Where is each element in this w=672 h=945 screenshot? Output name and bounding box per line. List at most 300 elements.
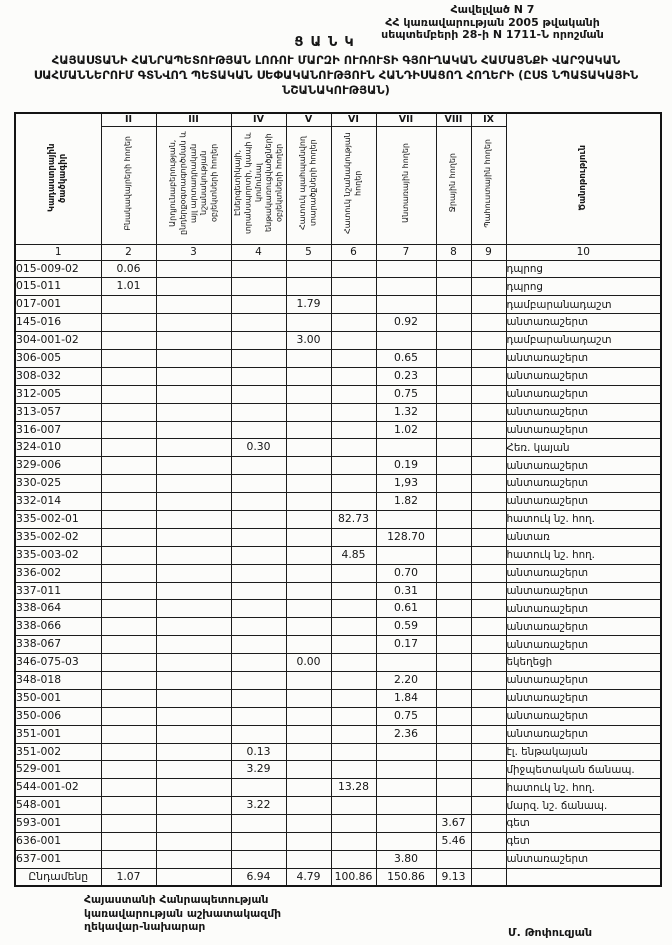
value-cell xyxy=(471,510,506,528)
value-cell xyxy=(156,278,231,296)
value-cell xyxy=(436,296,471,314)
value-cell xyxy=(286,421,331,439)
value-cell xyxy=(331,421,376,439)
note-cell xyxy=(506,868,661,886)
table-row xyxy=(15,403,661,421)
value-cell xyxy=(376,761,436,779)
value-cell xyxy=(436,564,471,582)
value-cell xyxy=(471,654,506,672)
value-cell xyxy=(471,707,506,725)
value-cell xyxy=(436,779,471,797)
value-cell: 1.01 xyxy=(101,278,156,296)
value-cell xyxy=(436,850,471,868)
note-cell: Հեռ. կայան xyxy=(506,439,661,457)
table-row xyxy=(15,671,661,689)
value-cell xyxy=(101,367,156,385)
table-row xyxy=(15,850,661,868)
value-cell xyxy=(156,439,231,457)
value-cell xyxy=(331,671,376,689)
table-row xyxy=(15,833,661,851)
value-cell xyxy=(331,833,376,851)
column-header-cadastral-code-text: Կադաստրային ծածկագիր xyxy=(47,143,69,212)
decree-line-1: ՀՀ կառավարության 2005 թվականի xyxy=(385,15,600,29)
value-cell xyxy=(331,850,376,868)
value-cell xyxy=(156,421,231,439)
column-header-5 xyxy=(331,126,376,244)
value-cell xyxy=(286,314,331,332)
note-cell: անտառաշերտ xyxy=(506,349,661,367)
value-cell: 0.31 xyxy=(376,582,436,600)
column-header-1-text: Բնակավայրերի հողեր xyxy=(123,135,133,231)
value-cell xyxy=(286,815,331,833)
value-cell xyxy=(156,457,231,475)
value-cell xyxy=(331,636,376,654)
value-cell xyxy=(436,314,471,332)
column-number-9: 9 xyxy=(471,244,506,260)
note-cell: անտառաշերտ xyxy=(506,671,661,689)
roman-numeral-VIII: VIII xyxy=(436,113,471,126)
value-cell xyxy=(231,833,286,851)
value-cell xyxy=(471,850,506,868)
note-cell: դպրոց xyxy=(506,278,661,296)
value-cell: 0.23 xyxy=(376,367,436,385)
roman-numeral-IX: IX xyxy=(471,113,506,126)
value-cell: 82.73 xyxy=(331,510,376,528)
value-cell xyxy=(471,260,506,278)
value-cell xyxy=(101,332,156,350)
code-cell: 338-067 xyxy=(15,636,101,654)
table-row xyxy=(15,278,661,296)
value-cell xyxy=(471,761,506,779)
value-cell xyxy=(471,278,506,296)
table-row xyxy=(15,457,661,475)
value-cell xyxy=(231,671,286,689)
value-cell xyxy=(156,493,231,511)
note-cell: անտառաշերտ xyxy=(506,493,661,511)
value-cell xyxy=(231,815,286,833)
value-cell xyxy=(286,761,331,779)
value-cell xyxy=(471,367,506,385)
code-cell: Ընդամենը xyxy=(15,868,101,886)
value-cell: 1,93 xyxy=(376,475,436,493)
value-cell xyxy=(376,546,436,564)
value-cell xyxy=(436,332,471,350)
value-cell xyxy=(286,743,331,761)
note-cell: անտառ xyxy=(506,528,661,546)
column-number-8: 8 xyxy=(436,244,471,260)
value-cell xyxy=(286,618,331,636)
value-cell xyxy=(231,654,286,672)
value-cell xyxy=(471,421,506,439)
value-cell xyxy=(231,296,286,314)
value-cell xyxy=(286,797,331,815)
value-cell xyxy=(286,385,331,403)
value-cell xyxy=(331,815,376,833)
value-cell xyxy=(101,743,156,761)
value-cell xyxy=(101,671,156,689)
value-cell: 0.70 xyxy=(376,564,436,582)
column-number-1: 1 xyxy=(15,244,101,260)
value-cell xyxy=(436,475,471,493)
value-cell xyxy=(286,528,331,546)
code-cell: 337-011 xyxy=(15,582,101,600)
value-cell: 1.07 xyxy=(101,868,156,886)
value-cell xyxy=(331,707,376,725)
value-cell xyxy=(331,314,376,332)
value-cell: 0.06 xyxy=(101,260,156,278)
value-cell: 0.19 xyxy=(376,457,436,475)
value-cell xyxy=(101,296,156,314)
value-cell: 0.75 xyxy=(376,385,436,403)
value-cell xyxy=(376,797,436,815)
table-row xyxy=(15,314,661,332)
table-row xyxy=(15,475,661,493)
signature-name: Մ. Թոփուզյան xyxy=(508,926,593,939)
value-cell xyxy=(286,833,331,851)
value-cell xyxy=(156,636,231,654)
column-header-4 xyxy=(286,126,331,244)
value-cell xyxy=(436,367,471,385)
value-cell xyxy=(231,528,286,546)
value-cell xyxy=(471,457,506,475)
value-cell xyxy=(331,618,376,636)
value-cell xyxy=(436,761,471,779)
value-cell xyxy=(436,671,471,689)
value-cell: 0.59 xyxy=(376,618,436,636)
value-cell xyxy=(471,671,506,689)
column-header-cadastral-code xyxy=(15,113,101,244)
value-cell xyxy=(156,546,231,564)
value-cell: 2.20 xyxy=(376,671,436,689)
value-cell xyxy=(156,475,231,493)
value-cell xyxy=(231,546,286,564)
decree-line-2: սեպտեմբերի 28-ի N 1711-Ն որոշման xyxy=(381,28,604,41)
roman-numeral-VI: VI xyxy=(331,113,376,126)
code-cell: 015-009-02 xyxy=(15,260,101,278)
value-cell xyxy=(436,618,471,636)
value-cell: 0.92 xyxy=(376,314,436,332)
note-cell: անտառաշերտ xyxy=(506,618,661,636)
value-cell xyxy=(331,296,376,314)
value-cell xyxy=(101,475,156,493)
value-cell xyxy=(471,833,506,851)
value-cell xyxy=(471,618,506,636)
value-cell xyxy=(331,349,376,367)
code-cell: 348-018 xyxy=(15,671,101,689)
code-cell: 324-010 xyxy=(15,439,101,457)
code-cell: 350-006 xyxy=(15,707,101,725)
column-number-6: 6 xyxy=(331,244,376,260)
table-body xyxy=(15,260,661,886)
column-number-5: 5 xyxy=(286,244,331,260)
value-cell: 1.84 xyxy=(376,689,436,707)
note-cell: հատուկ նշ. հող. xyxy=(506,779,661,797)
value-cell xyxy=(156,654,231,672)
value-cell: 0.13 xyxy=(231,743,286,761)
value-cell xyxy=(231,314,286,332)
value-cell xyxy=(331,367,376,385)
value-cell xyxy=(376,332,436,350)
code-cell: 636-001 xyxy=(15,833,101,851)
table-row xyxy=(15,546,661,564)
value-cell xyxy=(156,850,231,868)
value-cell xyxy=(156,510,231,528)
value-cell xyxy=(471,475,506,493)
value-cell: 0.65 xyxy=(376,349,436,367)
value-cell xyxy=(156,260,231,278)
value-cell xyxy=(471,528,506,546)
table-header xyxy=(15,113,661,260)
value-cell xyxy=(101,600,156,618)
value-cell xyxy=(286,457,331,475)
value-cell xyxy=(376,815,436,833)
value-cell xyxy=(471,600,506,618)
value-cell xyxy=(286,689,331,707)
value-cell xyxy=(286,850,331,868)
table-row xyxy=(15,797,661,815)
code-cell: 335-003-02 xyxy=(15,546,101,564)
value-cell xyxy=(376,278,436,296)
value-cell: 0.75 xyxy=(376,707,436,725)
table-row xyxy=(15,510,661,528)
value-cell xyxy=(286,510,331,528)
table-row xyxy=(15,636,661,654)
value-cell xyxy=(101,493,156,511)
list-heading: ՑԱՆԿ xyxy=(294,35,361,50)
value-cell xyxy=(436,600,471,618)
roman-numeral-row xyxy=(15,113,661,126)
value-cell xyxy=(156,833,231,851)
value-cell xyxy=(436,654,471,672)
column-header-2-text: Արդյունաբերության, ընդերքօգտագործման և այլ արտադրական նշանակության օբյեկտների հողեր xyxy=(167,131,219,235)
value-cell xyxy=(471,403,506,421)
value-cell xyxy=(156,743,231,761)
table-row xyxy=(15,743,661,761)
land-parcels-table xyxy=(14,112,662,887)
code-cell: 346-075-03 xyxy=(15,654,101,672)
column-header-8-text: Պահուստային հողեր xyxy=(483,138,493,228)
value-cell xyxy=(231,493,286,511)
value-cell xyxy=(436,546,471,564)
value-cell xyxy=(331,654,376,672)
table-row xyxy=(15,367,661,385)
value-cell xyxy=(286,367,331,385)
value-cell: 3.00 xyxy=(286,332,331,350)
value-cell: 9.13 xyxy=(436,868,471,886)
value-cell xyxy=(471,797,506,815)
note-cell: եկեղեցի xyxy=(506,654,661,672)
table-row xyxy=(15,600,661,618)
note-cell: անտառաշերտ xyxy=(506,367,661,385)
value-cell xyxy=(331,475,376,493)
value-cell xyxy=(471,582,506,600)
value-cell xyxy=(156,797,231,815)
column-number-7: 7 xyxy=(376,244,436,260)
value-cell xyxy=(101,833,156,851)
value-cell xyxy=(101,457,156,475)
value-cell xyxy=(376,743,436,761)
value-cell xyxy=(101,797,156,815)
value-cell xyxy=(286,439,331,457)
value-cell xyxy=(231,475,286,493)
value-cell xyxy=(471,332,506,350)
table-row xyxy=(15,528,661,546)
code-cell: 329-006 xyxy=(15,457,101,475)
value-cell: 2.36 xyxy=(376,725,436,743)
column-header-4-text: Հատուկ պահպանվող տարածքների հողեր xyxy=(298,136,318,230)
value-cell xyxy=(331,689,376,707)
value-cell xyxy=(331,564,376,582)
value-cell xyxy=(286,493,331,511)
value-cell xyxy=(101,403,156,421)
column-header-6 xyxy=(376,126,436,244)
value-cell xyxy=(231,385,286,403)
code-cell: 335-002-01 xyxy=(15,510,101,528)
value-cell xyxy=(286,600,331,618)
note-cell: անտառաշերտ xyxy=(506,403,661,421)
value-cell: 4.85 xyxy=(331,546,376,564)
code-cell: 544-001-02 xyxy=(15,779,101,797)
value-cell xyxy=(376,654,436,672)
note-cell: անտառաշերտ xyxy=(506,314,661,332)
value-cell xyxy=(231,618,286,636)
value-cell xyxy=(331,439,376,457)
column-number-10: 10 xyxy=(506,244,661,260)
code-cell: 312-005 xyxy=(15,385,101,403)
value-cell xyxy=(156,600,231,618)
value-cell xyxy=(101,636,156,654)
table-row xyxy=(15,707,661,725)
value-cell xyxy=(231,260,286,278)
value-cell xyxy=(286,475,331,493)
value-cell xyxy=(286,278,331,296)
code-cell: 316-007 xyxy=(15,421,101,439)
code-cell: 330-025 xyxy=(15,475,101,493)
value-cell xyxy=(156,314,231,332)
value-cell xyxy=(156,868,231,886)
value-cell xyxy=(331,493,376,511)
value-cell xyxy=(101,546,156,564)
note-cell: հատուկ նշ. հող. xyxy=(506,510,661,528)
value-cell: 0.61 xyxy=(376,600,436,618)
value-cell xyxy=(436,457,471,475)
value-cell xyxy=(101,439,156,457)
value-cell xyxy=(471,636,506,654)
value-cell xyxy=(156,671,231,689)
note-cell: անտառաշերտ xyxy=(506,421,661,439)
value-cell xyxy=(231,582,286,600)
value-cell xyxy=(101,761,156,779)
value-cell xyxy=(231,421,286,439)
code-cell: 304-001-02 xyxy=(15,332,101,350)
value-cell xyxy=(231,349,286,367)
value-cell xyxy=(436,689,471,707)
value-cell xyxy=(286,671,331,689)
value-cell: 150.86 xyxy=(376,868,436,886)
org-line-1: Հայաստանի Հանրապետության xyxy=(84,893,269,906)
value-cell xyxy=(156,582,231,600)
code-cell: 332-014 xyxy=(15,493,101,511)
roman-numeral-VII: VII xyxy=(376,113,436,126)
value-cell xyxy=(286,707,331,725)
code-cell: 351-002 xyxy=(15,743,101,761)
value-cell xyxy=(331,528,376,546)
value-cell xyxy=(376,260,436,278)
note-cell: անտառաշերտ xyxy=(506,725,661,743)
value-cell xyxy=(156,564,231,582)
table-row xyxy=(15,618,661,636)
code-cell: 017-001 xyxy=(15,296,101,314)
value-cell xyxy=(101,618,156,636)
value-cell xyxy=(101,510,156,528)
table-row xyxy=(15,349,661,367)
table-row xyxy=(15,332,661,350)
value-cell xyxy=(286,779,331,797)
value-cell xyxy=(231,510,286,528)
code-cell: 306-005 xyxy=(15,349,101,367)
value-cell: 1.02 xyxy=(376,421,436,439)
code-cell: 335-002-02 xyxy=(15,528,101,546)
table-row xyxy=(15,296,661,314)
value-cell xyxy=(376,439,436,457)
value-cell xyxy=(156,725,231,743)
value-cell xyxy=(231,403,286,421)
code-cell: 313-057 xyxy=(15,403,101,421)
value-cell: 1.79 xyxy=(286,296,331,314)
value-cell xyxy=(436,278,471,296)
column-number-row xyxy=(15,244,661,260)
value-cell xyxy=(471,868,506,886)
value-cell xyxy=(436,707,471,725)
value-cell xyxy=(156,707,231,725)
roman-numeral-III: III xyxy=(156,113,231,126)
value-cell xyxy=(436,421,471,439)
code-cell: 308-032 xyxy=(15,367,101,385)
table-row xyxy=(15,689,661,707)
value-cell xyxy=(471,546,506,564)
table-row xyxy=(15,654,661,672)
table-row xyxy=(15,582,661,600)
value-cell xyxy=(471,743,506,761)
value-cell xyxy=(331,797,376,815)
value-cell xyxy=(471,779,506,797)
value-cell xyxy=(156,815,231,833)
value-cell xyxy=(231,707,286,725)
column-header-6-text: Անտառային հողեր xyxy=(400,143,410,223)
value-cell xyxy=(436,349,471,367)
note-cell: անտառաշերտ xyxy=(506,636,661,654)
value-cell xyxy=(231,850,286,868)
table-row xyxy=(15,439,661,457)
value-cell xyxy=(101,582,156,600)
value-cell xyxy=(101,815,156,833)
value-cell xyxy=(231,689,286,707)
note-cell: անտառաշերտ xyxy=(506,582,661,600)
value-cell xyxy=(101,850,156,868)
note-cell: անտառաշերտ xyxy=(506,707,661,725)
code-cell: 336-002 xyxy=(15,564,101,582)
value-cell xyxy=(101,421,156,439)
roman-numeral-IV: IV xyxy=(231,113,286,126)
value-cell: 3.22 xyxy=(231,797,286,815)
value-cell: 1.32 xyxy=(376,403,436,421)
value-cell xyxy=(436,510,471,528)
value-cell xyxy=(471,493,506,511)
note-cell: միջպետական ճանապ. xyxy=(506,761,661,779)
value-cell xyxy=(231,564,286,582)
note-cell: էլ. ենթակայան xyxy=(506,743,661,761)
note-cell: մարզ. նշ. ճանապ. xyxy=(506,797,661,815)
